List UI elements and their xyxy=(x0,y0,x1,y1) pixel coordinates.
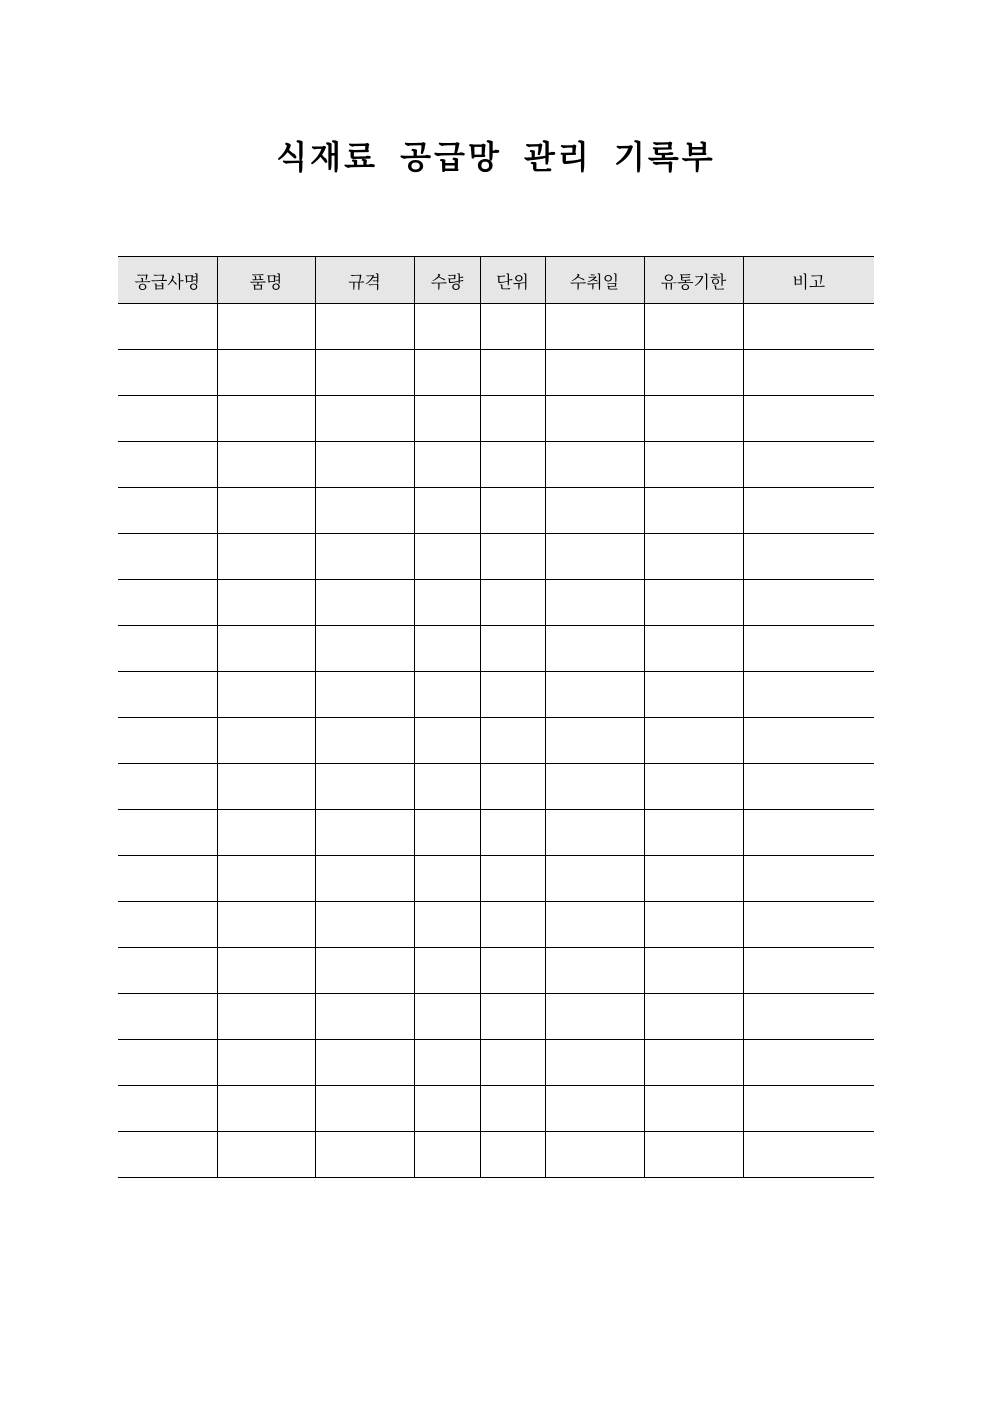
cell-expiration-date[interactable] xyxy=(644,304,743,350)
cell-remarks[interactable] xyxy=(743,948,874,994)
cell-item-name[interactable] xyxy=(217,580,315,626)
cell-unit[interactable] xyxy=(480,672,545,718)
cell-item-name[interactable] xyxy=(217,442,315,488)
cell-unit[interactable] xyxy=(480,1086,545,1132)
cell-quantity[interactable] xyxy=(414,304,480,350)
cell-remarks[interactable] xyxy=(743,672,874,718)
cell-unit[interactable] xyxy=(480,994,545,1040)
cell-remarks[interactable] xyxy=(743,350,874,396)
cell-quantity[interactable] xyxy=(414,810,480,856)
cell-remarks[interactable] xyxy=(743,580,874,626)
table-row xyxy=(118,1086,874,1132)
cell-remarks[interactable] xyxy=(743,856,874,902)
cell-expiration-date[interactable] xyxy=(644,626,743,672)
cell-specification[interactable] xyxy=(315,672,414,718)
cell-expiration-date[interactable] xyxy=(644,396,743,442)
table-row xyxy=(118,948,874,994)
cell-item-name[interactable] xyxy=(217,1086,315,1132)
cell-item-name[interactable] xyxy=(217,350,315,396)
cell-supplier[interactable] xyxy=(118,994,217,1040)
cell-received-date[interactable] xyxy=(545,396,644,442)
cell-quantity[interactable] xyxy=(414,764,480,810)
cell-item-name[interactable] xyxy=(217,948,315,994)
cell-quantity[interactable] xyxy=(414,442,480,488)
cell-specification[interactable] xyxy=(315,902,414,948)
cell-specification[interactable] xyxy=(315,396,414,442)
cell-supplier[interactable] xyxy=(118,856,217,902)
cell-specification[interactable] xyxy=(315,994,414,1040)
cell-received-date[interactable] xyxy=(545,488,644,534)
cell-received-date[interactable] xyxy=(545,810,644,856)
cell-received-date[interactable] xyxy=(545,764,644,810)
cell-supplier[interactable] xyxy=(118,1086,217,1132)
cell-supplier[interactable] xyxy=(118,534,217,580)
cell-item-name[interactable] xyxy=(217,304,315,350)
cell-quantity[interactable] xyxy=(414,994,480,1040)
cell-expiration-date[interactable] xyxy=(644,718,743,764)
cell-quantity[interactable] xyxy=(414,1040,480,1086)
cell-remarks[interactable] xyxy=(743,488,874,534)
cell-received-date[interactable] xyxy=(545,580,644,626)
cell-unit[interactable] xyxy=(480,1040,545,1086)
header-item-name: 품명 xyxy=(217,257,315,304)
cell-expiration-date[interactable] xyxy=(644,580,743,626)
cell-received-date[interactable] xyxy=(545,902,644,948)
cell-received-date[interactable] xyxy=(545,1040,644,1086)
cell-specification[interactable] xyxy=(315,534,414,580)
table-row xyxy=(118,304,874,350)
cell-unit[interactable] xyxy=(480,810,545,856)
cell-item-name[interactable] xyxy=(217,994,315,1040)
cell-quantity[interactable] xyxy=(414,580,480,626)
header-expiration-date: 유통기한 xyxy=(644,257,743,304)
cell-quantity[interactable] xyxy=(414,718,480,764)
cell-unit[interactable] xyxy=(480,580,545,626)
cell-unit[interactable] xyxy=(480,764,545,810)
cell-expiration-date[interactable] xyxy=(644,1086,743,1132)
cell-received-date[interactable] xyxy=(545,994,644,1040)
cell-received-date[interactable] xyxy=(545,350,644,396)
cell-quantity[interactable] xyxy=(414,396,480,442)
cell-specification[interactable] xyxy=(315,1040,414,1086)
cell-quantity[interactable] xyxy=(414,488,480,534)
cell-remarks[interactable] xyxy=(743,994,874,1040)
cell-unit[interactable] xyxy=(480,626,545,672)
cell-expiration-date[interactable] xyxy=(644,948,743,994)
cell-unit[interactable] xyxy=(480,350,545,396)
header-quantity: 수량 xyxy=(414,257,480,304)
cell-quantity[interactable] xyxy=(414,1086,480,1132)
page-title: 식재료 공급망 관리 기록부 xyxy=(276,138,716,176)
header-remarks: 비고 xyxy=(743,257,874,304)
cell-supplier[interactable] xyxy=(118,350,217,396)
table-row xyxy=(118,902,874,948)
cell-received-date[interactable] xyxy=(545,304,644,350)
cell-supplier[interactable] xyxy=(118,764,217,810)
cell-supplier[interactable] xyxy=(118,1040,217,1086)
cell-unit[interactable] xyxy=(480,488,545,534)
table-row xyxy=(118,396,874,442)
cell-expiration-date[interactable] xyxy=(644,994,743,1040)
cell-quantity[interactable] xyxy=(414,350,480,396)
cell-expiration-date[interactable] xyxy=(644,350,743,396)
cell-specification[interactable] xyxy=(315,718,414,764)
cell-remarks[interactable] xyxy=(743,534,874,580)
cell-expiration-date[interactable] xyxy=(644,442,743,488)
header-unit: 단위 xyxy=(480,257,545,304)
cell-remarks[interactable] xyxy=(743,764,874,810)
cell-item-name[interactable] xyxy=(217,396,315,442)
cell-unit[interactable] xyxy=(480,718,545,764)
cell-unit[interactable] xyxy=(480,396,545,442)
cell-quantity[interactable] xyxy=(414,672,480,718)
cell-quantity[interactable] xyxy=(414,856,480,902)
cell-received-date[interactable] xyxy=(545,856,644,902)
cell-item-name[interactable] xyxy=(217,1040,315,1086)
cell-supplier[interactable] xyxy=(118,948,217,994)
cell-specification[interactable] xyxy=(315,764,414,810)
cell-unit[interactable] xyxy=(480,948,545,994)
cell-specification[interactable] xyxy=(315,350,414,396)
cell-item-name[interactable] xyxy=(217,626,315,672)
cell-received-date[interactable] xyxy=(545,626,644,672)
header-specification: 규격 xyxy=(315,257,414,304)
cell-expiration-date[interactable] xyxy=(644,1040,743,1086)
cell-remarks[interactable] xyxy=(743,304,874,350)
cell-remarks[interactable] xyxy=(743,396,874,442)
cell-remarks[interactable] xyxy=(743,718,874,764)
cell-received-date[interactable] xyxy=(545,1086,644,1132)
cell-specification[interactable] xyxy=(315,626,414,672)
cell-expiration-date[interactable] xyxy=(644,672,743,718)
cell-supplier[interactable] xyxy=(118,672,217,718)
cell-received-date[interactable] xyxy=(545,534,644,580)
cell-quantity[interactable] xyxy=(414,1132,480,1178)
header-supplier: 공급사명 xyxy=(118,257,217,304)
cell-item-name[interactable] xyxy=(217,534,315,580)
table-row xyxy=(118,488,874,534)
cell-expiration-date[interactable] xyxy=(644,534,743,580)
cell-specification[interactable] xyxy=(315,856,414,902)
table-row xyxy=(118,764,874,810)
cell-item-name[interactable] xyxy=(217,488,315,534)
cell-unit[interactable] xyxy=(480,442,545,488)
cell-item-name[interactable] xyxy=(217,764,315,810)
cell-remarks[interactable] xyxy=(743,1132,874,1178)
table-header-row xyxy=(118,257,874,304)
cell-supplier[interactable] xyxy=(118,488,217,534)
cell-received-date[interactable] xyxy=(545,672,644,718)
cell-supplier[interactable] xyxy=(118,810,217,856)
cell-quantity[interactable] xyxy=(414,534,480,580)
cell-specification[interactable] xyxy=(315,442,414,488)
table-row xyxy=(118,718,874,764)
cell-supplier[interactable] xyxy=(118,902,217,948)
cell-item-name[interactable] xyxy=(217,1132,315,1178)
table-row xyxy=(118,442,874,488)
table-row xyxy=(118,350,874,396)
cell-expiration-date[interactable] xyxy=(644,856,743,902)
cell-expiration-date[interactable] xyxy=(644,902,743,948)
cell-item-name[interactable] xyxy=(217,810,315,856)
cell-expiration-date[interactable] xyxy=(644,810,743,856)
record-table xyxy=(118,256,874,1178)
cell-item-name[interactable] xyxy=(217,856,315,902)
cell-quantity[interactable] xyxy=(414,626,480,672)
table-row xyxy=(118,672,874,718)
cell-item-name[interactable] xyxy=(217,718,315,764)
cell-remarks[interactable] xyxy=(743,1086,874,1132)
table-row xyxy=(118,626,874,672)
cell-expiration-date[interactable] xyxy=(644,764,743,810)
cell-specification[interactable] xyxy=(315,1132,414,1178)
table-row xyxy=(118,1132,874,1178)
cell-item-name[interactable] xyxy=(217,902,315,948)
cell-remarks[interactable] xyxy=(743,626,874,672)
table-row xyxy=(118,994,874,1040)
cell-unit[interactable] xyxy=(480,902,545,948)
cell-supplier[interactable] xyxy=(118,580,217,626)
cell-received-date[interactable] xyxy=(545,442,644,488)
cell-unit[interactable] xyxy=(480,856,545,902)
table-row xyxy=(118,856,874,902)
table-row xyxy=(118,534,874,580)
cell-specification[interactable] xyxy=(315,810,414,856)
cell-remarks[interactable] xyxy=(743,442,874,488)
table-row xyxy=(118,1040,874,1086)
cell-specification[interactable] xyxy=(315,1086,414,1132)
cell-remarks[interactable] xyxy=(743,810,874,856)
table-row xyxy=(118,810,874,856)
cell-supplier[interactable] xyxy=(118,718,217,764)
cell-supplier[interactable] xyxy=(118,396,217,442)
cell-expiration-date[interactable] xyxy=(644,488,743,534)
cell-received-date[interactable] xyxy=(545,718,644,764)
cell-specification[interactable] xyxy=(315,580,414,626)
cell-item-name[interactable] xyxy=(217,672,315,718)
cell-received-date[interactable] xyxy=(545,1132,644,1178)
cell-remarks[interactable] xyxy=(743,902,874,948)
cell-supplier[interactable] xyxy=(118,304,217,350)
cell-specification[interactable] xyxy=(315,304,414,350)
cell-received-date[interactable] xyxy=(545,948,644,994)
table-row xyxy=(118,580,874,626)
table-body xyxy=(118,304,874,1178)
cell-quantity[interactable] xyxy=(414,902,480,948)
cell-remarks[interactable] xyxy=(743,1040,874,1086)
cell-unit[interactable] xyxy=(480,534,545,580)
cell-supplier[interactable] xyxy=(118,626,217,672)
cell-supplier[interactable] xyxy=(118,442,217,488)
cell-specification[interactable] xyxy=(315,948,414,994)
cell-unit[interactable] xyxy=(480,304,545,350)
cell-expiration-date[interactable] xyxy=(644,1132,743,1178)
cell-quantity[interactable] xyxy=(414,948,480,994)
cell-supplier[interactable] xyxy=(118,1132,217,1178)
cell-specification[interactable] xyxy=(315,488,414,534)
header-received-date: 수취일 xyxy=(545,257,644,304)
cell-unit[interactable] xyxy=(480,1132,545,1178)
